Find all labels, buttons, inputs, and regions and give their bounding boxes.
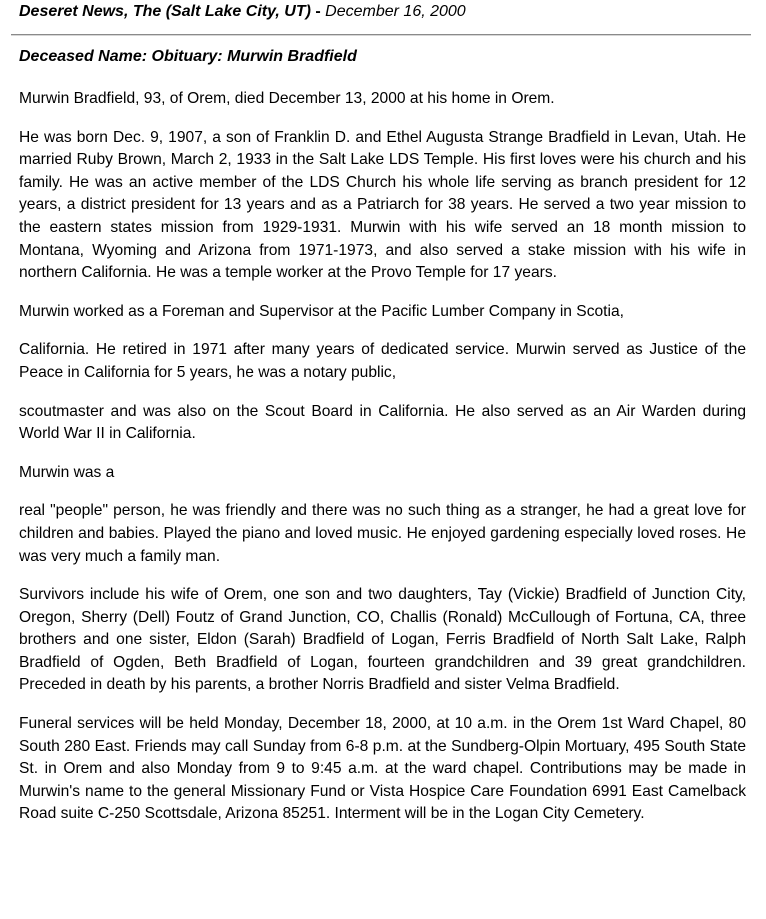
- paragraph-work: Murwin worked as a Foreman and Supervisor at the Pacific Lumber Company in Scotia,: [19, 302, 624, 320]
- paragraph-biography: He was born Dec. 9, 1907, a son of Franklin D. and Ethel Augusta Strange Bradfield in Levan, Utah. He married Ruby Brown, March 2, 1933 in the Salt Lake LDS Temple. His first loves were his church and his family. He was an active member of the LDS Church his whole life serving as branch president for 12 years, a district president for 13 years and as a Patriarch for 38 years. He served a two year mission to the eastern states mission from 1929-1931. Murwin with his wife served an 18 month mission to Montana, Wyoming and Arizona from 1971-1973, and also served a stake mission with his wife in northern California. He was a temple worker at the Provo Temple for 17 years.: [19, 128, 746, 282]
- paragraph-fragment: Murwin was a: [19, 463, 115, 481]
- header-divider: [11, 34, 751, 36]
- paragraph-funeral: Funeral services will be held Monday, December 18, 2000, at 10 a.m. in the Orem 1st Ward Chapel, 80 South 280 East. Friends may call Sunday from 6-8 p.m. at the Sundberg-Olpin Mortuary, 495 South State St. in Orem and also Monday from 9 to 9:45 a.m. at the ward chapel. Contributions may be made in Murwin's name to the general Missionary Fund or Vista Hospice Care Foundation 6991 East Camelback Road suite C-250 Scottsdale, Arizona 85251. Interment will be in the Logan City Cemetery.: [19, 715, 746, 823]
- publication-header: [19, 2, 466, 22]
- paragraph-survivors: Survivors include his wife of Orem, one son and two daughters, Tay (Vickie) Bradfield of Junction City, Oregon, Sherry (Dell) Foutz of Grand Junction, CO, Challis (Ronald) McCullough of Fortuna, CA, three brothers and one sister, Eldon (Sarah) Bradfield of Logan, Ferris Bradfield of North Salt Lake, Ralph Bradfield of Ogden, Beth Bradfield of Logan, fourteen grandchildren and 39 great grandchildren. Preceded in death by his parents, a brother Norris Bradfield and sister Velma Bradfield.: [19, 586, 746, 694]
- header-separator: -: [315, 3, 326, 20]
- paragraph-personality: real "people" person, he was friendly and there was no such thing as a stranger, he had a great love for children and babies. Played the piano and loved music. He enjoyed gardening especially loved roses. He was very much a family man.: [19, 502, 746, 565]
- deceased-name-heading: Deceased Name: Obituary: Murwin Bradfield: [19, 48, 357, 65]
- obituary-body: [19, 88, 746, 842]
- publication-date: December 16, 2000: [325, 3, 466, 20]
- paragraph-scouting: scoutmaster and was also on the Scout Board in California. He also served as an Air Warden during World War II in California.: [19, 402, 746, 443]
- paragraph-death-notice: Murwin Bradfield, 93, of Orem, died December 13, 2000 at his home in Orem.: [19, 90, 555, 107]
- publication-source: Deseret News, The (Salt Lake City, UT): [19, 3, 311, 20]
- paragraph-retirement: California. He retired in 1971 after many years of dedicated service. Murwin served as Justice of the Peace in California for 5 years, he was a notary public,: [19, 341, 746, 381]
